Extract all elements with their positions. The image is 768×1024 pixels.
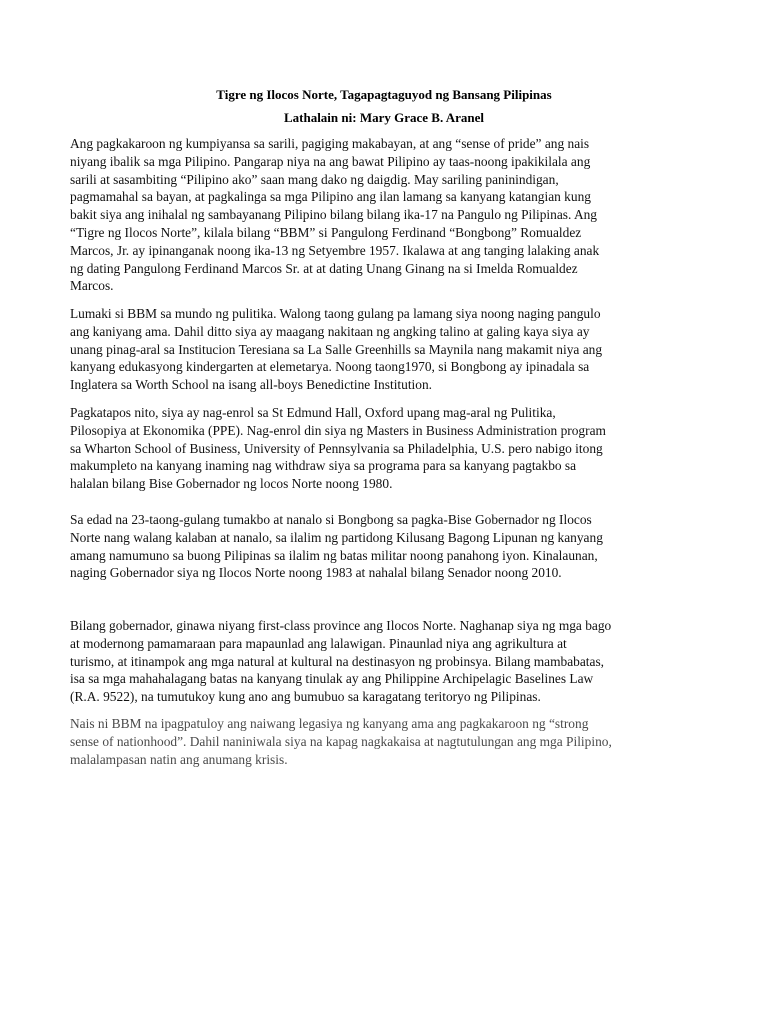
paragraph-line: kanyang edukasyong kindergarten at elemetarya. Noong taong1970, si Bongbong ay ipinadala sa xyxy=(70,359,590,375)
paragraph-line: Ang pagkakaroon ng kumpiyansa sa sarili, pagiging makabayan, at ang “sense of pride” ang nais xyxy=(70,136,590,151)
paragraph-line: amang namumuno sa buong Pilipinas sa ilalim ng batas militar noong panahong iyon. Kinalaunan, xyxy=(70,547,598,563)
paragraph-line: sa Wharton School of Business, University of Pennsylvania sa Philadelphia, U.S. pero nabigo itong xyxy=(70,440,603,456)
paragraph-line: ng dating Pangulong Ferdinand Marcos Sr. at at dating Unang Ginang na si Imelda Romualdez xyxy=(70,260,578,276)
paragraph-line: Inglatera sa Worth School na isang all-boys Benedictine Institution. xyxy=(70,377,433,393)
paragraph-line: “Tigre ng Ilocos Norte”, kilala bilang “BBM” si Pangulong Ferdinand “Bongbong” Romualdez xyxy=(70,224,582,240)
paragraph-2 xyxy=(70,305,700,394)
author-byline: Lathalain ni: Mary Grace B. Aranel xyxy=(283,110,485,125)
paragraph-line: Pagkatapos nito, siya ay nag-enrol sa St Edmund Hall, Oxford upang mag-aral ng Pulitika, xyxy=(70,405,556,420)
paragraph-line: at modernong pamamaraan para mapaunlad ang lalawigan. Pinaunlad niya ang agrikultura at xyxy=(70,635,567,651)
paragraph-line: Marcos, Jr. ay ipinanganak noong ika-13 ng Setyembre 1957. Ikalawa at ang tanging lalaking anak xyxy=(70,242,600,258)
paragraph-line: naging Gobernador siya ng Ilocos Norte noong 1983 at nahalal bilang Senador noong 2010. xyxy=(70,565,562,581)
paragraph-line: sense of nationhood”. Dahil naniniwala siya na kapag nagkakaisa at nagtutulungan ang mga Pilipino, xyxy=(70,733,612,749)
paragraph-line: sarili at sasambiting “Pilipino ako” saan mang dako ng daigdig. May sariling paninindigan, xyxy=(70,171,559,187)
paragraph-4 xyxy=(70,511,700,582)
paragraph-line: niyang ibalik sa mga Pilipino. Pangarap niya na ang bawat Pilipino ay taas-noong ipakikilala ang xyxy=(70,153,591,169)
paragraph-3 xyxy=(70,404,700,493)
paragraph-line: (R.A. 9522), na tumutukoy kung ano ang bumubuo sa karagatang teritoryo ng Pilipinas. xyxy=(70,689,541,705)
paragraph-line: halalan bilang Bise Gobernador ng locos Norte noong 1980. xyxy=(70,476,393,492)
paragraph-line: malalampasan natin ang anumang krisis. xyxy=(70,751,288,767)
paragraph-line: Bilang gobernador, ginawa niyang first-class province ang Ilocos Norte. Naghanap siya ng mga bago xyxy=(70,618,612,633)
paragraph-line: makumpleto na kanyang inaming nag withdraw siya sa programa para sa kanyang pagtakbo sa xyxy=(70,458,577,474)
paragraph-line: Lumaki si BBM sa mundo ng pulitika. Walong taong gulang pa lamang siya noong naging pangulo xyxy=(70,306,601,321)
paragraph-line: ang kaniyang ama. Dahil ditto siya ay maagang nakitaan ng angking talino at galing kaya siya ay xyxy=(70,323,590,339)
paragraph-1 xyxy=(70,135,700,295)
paragraph-line: bakit siya ang inihalal ng sambayanang Pilipino bilang bilang ika-17 na Pangulo ng Pilipinas. Ang xyxy=(70,207,598,223)
paragraph-line: unang pinag-aral sa Institucion Teresiana sa La Salle Greenhills sa Maynila nang makamit niya ang xyxy=(70,341,603,357)
paragraph-line: Marcos. xyxy=(70,278,114,294)
paragraph-line: Norte nang walang kalaban at nanalo, sa ilalim ng partidong Kilusang Bagong Lipunan ng kanyang xyxy=(70,529,603,545)
paragraph-6 xyxy=(70,715,700,768)
paragraph-line: Nais ni BBM na ipagpatuloy ang naiwang legasiya ng kanyang ama ang pagkakaroon ng “strong xyxy=(70,716,589,731)
paragraph-line: Sa edad na 23-taong-gulang tumakbo at nanalo si Bongbong sa pagka-Bise Gobernador ng Ilocos xyxy=(70,512,592,527)
page-title: Tigre ng Ilocos Norte, Tagapagtaguyod ng Bansang Pilipinas xyxy=(216,87,552,102)
paragraph-line: isa sa mga mahahalagang batas na kanyang tinulak ay ang Philippine Archipelagic Baselines Law xyxy=(70,671,594,687)
paragraph-line: turismo, at itinampok ang mga natural at kultural na destinasyon ng probinsya. Bilang mambabatas, xyxy=(70,653,605,669)
paragraph-line: Pilosopiya at Ekonomika (PPE). Nag-enrol din siya ng Masters in Business Administration program xyxy=(70,422,606,438)
paragraph-line: pagmamahal sa bayan, at pagkalinga sa mga Pilipino ang ilan lamang sa kanyang katangian kung xyxy=(70,189,591,205)
paragraph-5 xyxy=(70,617,700,706)
